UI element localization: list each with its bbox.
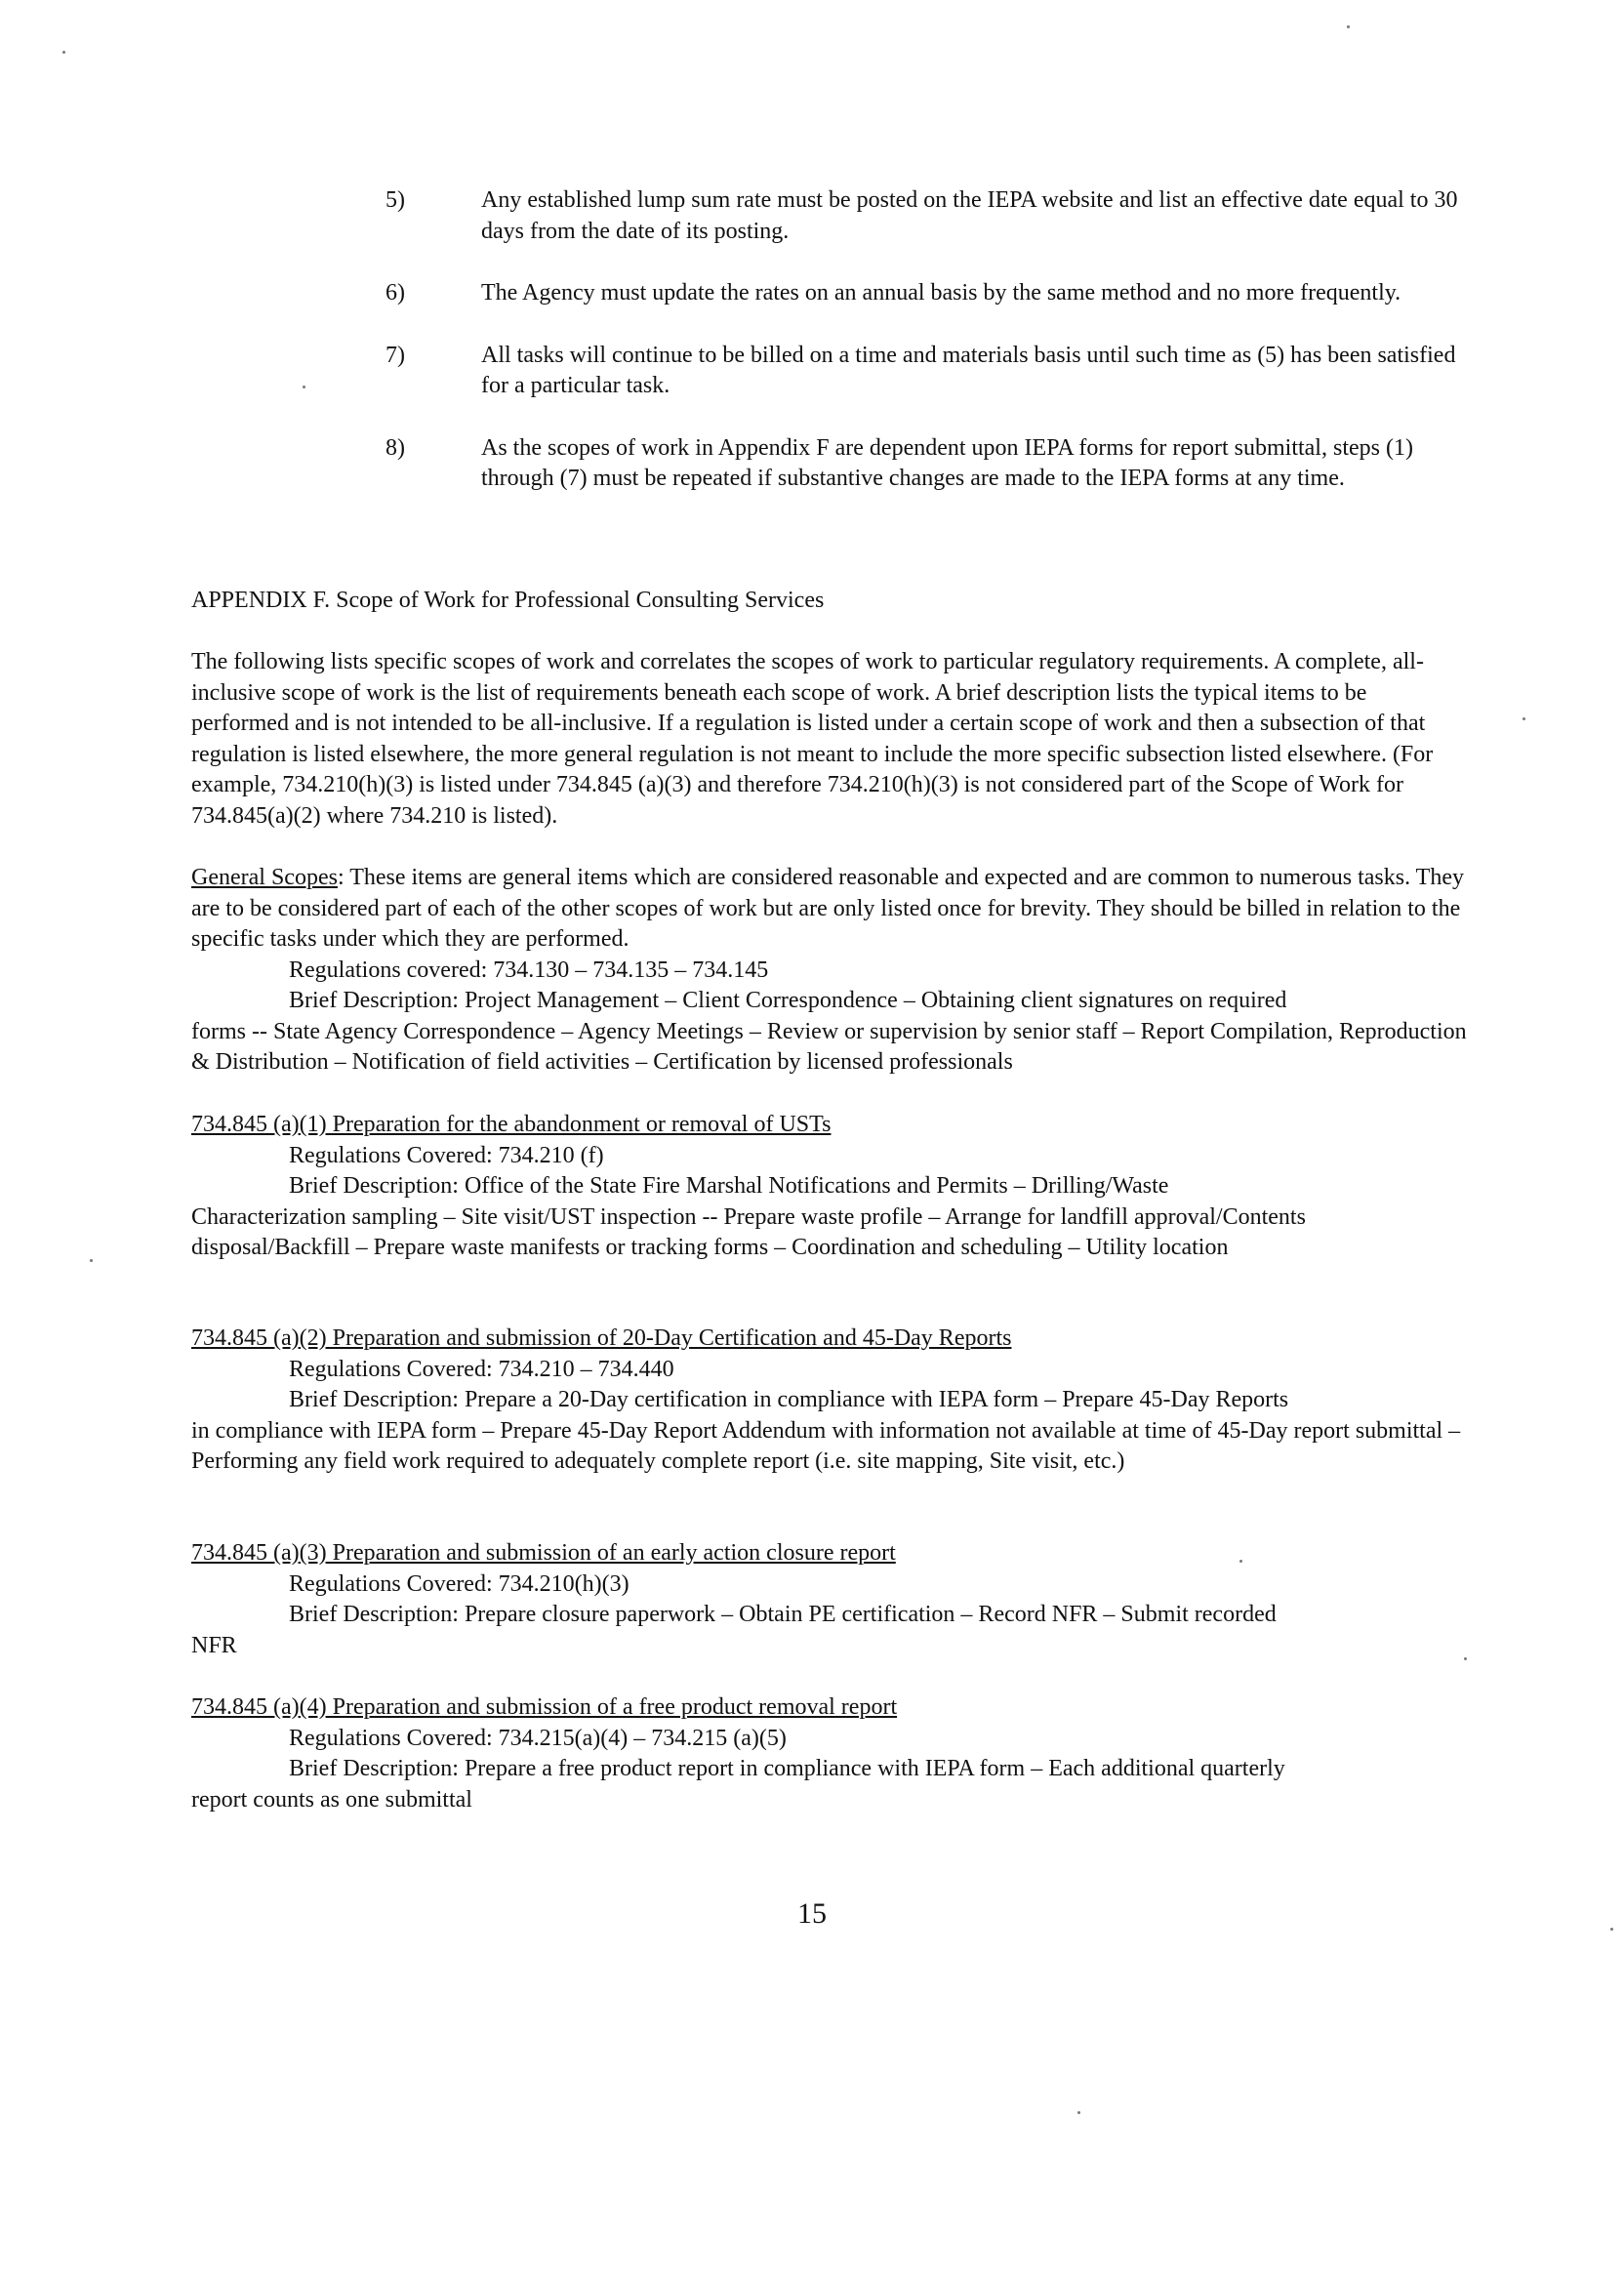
general-scopes-label: General Scopes	[191, 865, 338, 890]
item-text: As the scopes of work in Appendix F are dependent upon IEPA forms for report submittal, steps (1) through (7) must be repeated if substantive changes are made to the IEPA forms at any time.	[481, 434, 1413, 491]
regulations-line: Regulations Covered: 734.210(h)(3)	[289, 1570, 629, 1597]
item-number: 5)	[386, 187, 405, 213]
section-heading: 734.845 (a)(1) Preparation for the abandonment or removal of USTs	[191, 1112, 832, 1137]
list-item	[386, 185, 1469, 247]
brief-description-lead: Brief Description: Office of the State Fire Marshal Notifications and Permits – Drilling/Waste	[289, 1173, 1169, 1199]
brief-description-lead: Brief Description: Project Management – Client Correspondence – Obtaining client signatures on required	[289, 988, 1287, 1013]
brief-description-lead: Brief Description: Prepare a 20-Day certification in compliance with IEPA form – Prepare 45-Day Reports	[289, 1387, 1289, 1412]
brief-description-lead: Brief Description: Prepare a free product report in compliance with IEPA form – Each additional quarterly	[289, 1756, 1285, 1781]
item-number: 7)	[386, 342, 405, 368]
appendix-heading: APPENDIX F. Scope of Work for Professional Consulting Services	[191, 588, 825, 613]
list-item	[386, 278, 1469, 309]
scan-speck	[303, 386, 305, 388]
item-text: The Agency must update the rates on an annual basis by the same method and no more frequently.	[481, 280, 1401, 306]
regulations-line: Regulations Covered: 734.210 – 734.440	[289, 1356, 674, 1382]
brief-description-rest: report counts as one submittal	[191, 1786, 472, 1813]
scan-speck	[62, 51, 65, 54]
scope-section	[191, 1692, 1470, 1815]
scope-section	[191, 1324, 1470, 1478]
scan-speck	[1610, 1928, 1613, 1931]
brief-description-rest: NFR	[191, 1632, 237, 1658]
numbered-list	[386, 185, 1469, 526]
scope-section	[191, 1110, 1470, 1264]
list-item	[386, 341, 1469, 402]
scan-speck	[90, 1259, 93, 1262]
intro-paragraph: The following lists specific scopes of work and correlates the scopes of work to particular regulatory requirements. A complete, all-inclusive scope of work is the list of requirements beneath each scope of work. A brief description lists the typical items to be performed and is not intended to be all-inclusive. If a regulation is listed under a certain scope of work and then a subsection of that regulation is listed elsewhere, the more general regulation is not meant to include the more specific subsection listed elsewhere. (For example, 734.210(h)(3) is listed under 734.845 (a)(3) and therefore 734.210(h)(3) is not considered part of the Scope of Work for 734.845(a)(2) where 734.210 is listed).	[191, 649, 1434, 829]
brief-description-lead: Brief Description: Prepare closure paperwork – Obtain PE certification – Record NFR – Submit recorded	[289, 1602, 1277, 1627]
general-scopes-paragraph	[191, 863, 1470, 956]
regulations-line: Regulations Covered: 734.215(a)(4) – 734.215 (a)(5)	[289, 1725, 787, 1751]
general-scopes-text: : These items are general items which are considered reasonable and expected and are common to numerous tasks. They are to be considered part of each of the other scopes of work but are only listed once for brevity. They should be billed in relation to the specific tasks under which they are performed.	[191, 865, 1464, 952]
brief-description-rest: Characterization sampling – Site visit/UST inspection -- Prepare waste profile – Arrange for landfill approval/Contents disposal/Backfill – Prepare waste manifests or tracking forms – Coordination and scheduling – Utility location	[191, 1203, 1306, 1260]
item-text: Any established lump sum rate must be posted on the IEPA website and list an effective date equal to 30 days from the date of its posting.	[481, 187, 1458, 244]
scan-speck	[1464, 1657, 1467, 1660]
regulations-line: Regulations covered: 734.130 – 734.135 – 734.145	[289, 957, 769, 983]
page-number: 15	[797, 1897, 827, 1930]
scan-speck	[1239, 1560, 1242, 1563]
item-number: 6)	[386, 280, 405, 306]
item-text: All tasks will continue to be billed on a time and materials basis until such time as (5) has been satisfied for a particular task.	[481, 342, 1456, 398]
scan-speck	[1077, 2111, 1080, 2114]
brief-description-rest: forms -- State Agency Correspondence – Agency Meetings – Review or supervision by senior staff – Report Compilation, Reproduction & Distribution – Notification of field activities – Certification by licensed professionals	[191, 1018, 1467, 1075]
scan-speck	[1522, 717, 1525, 720]
brief-description-rest: in compliance with IEPA form – Prepare 45-Day Report Addendum with information not available at time of 45-Day report submittal – Performing any field work required to adequately complete report (i.e. site mapping, Site visit, etc.)	[191, 1417, 1461, 1474]
item-number: 8)	[386, 434, 405, 461]
list-item	[386, 433, 1469, 495]
scope-section	[191, 1538, 1470, 1661]
regulations-line: Regulations Covered: 734.210 (f)	[289, 1142, 604, 1168]
general-scopes-block	[191, 863, 1470, 1079]
section-heading: 734.845 (a)(2) Preparation and submission of 20-Day Certification and 45-Day Reports	[191, 1325, 1012, 1351]
section-heading: 734.845 (a)(4) Preparation and submission of a free product removal report	[191, 1694, 898, 1720]
section-heading: 734.845 (a)(3) Preparation and submission of an early action closure report	[191, 1540, 896, 1566]
scan-speck	[1347, 25, 1350, 28]
